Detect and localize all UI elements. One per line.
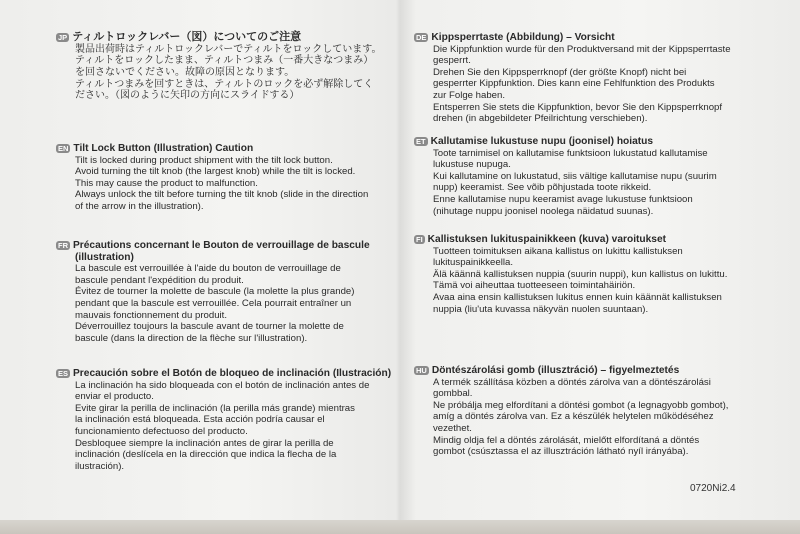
section-jp xyxy=(56,32,382,102)
text-line: gombbal. xyxy=(433,388,473,400)
text-line: Enne kallutamise nupu keeramist avage lukustuse funktsioon xyxy=(433,193,693,205)
lang-badge: FI xyxy=(416,235,423,244)
text-line: lukituspainikkeella. xyxy=(433,257,513,269)
text-line: Déverrouillez toujours la bascule avant de tourner la molette de xyxy=(75,321,344,333)
text-line: ティルトをロックしたまま、ティルトつまみ（一番大きなつまみ） xyxy=(75,55,374,67)
text-line: Tilt is locked during product shipment with the tilt lock button. xyxy=(75,154,333,166)
text-line: Always unlock the tilt before turning the tilt knob (slide in the direction xyxy=(75,189,369,201)
text-line: lukustuse nupuga. xyxy=(433,159,511,171)
text-line: This may cause the product to malfunction. xyxy=(75,177,258,189)
text-line: mauvais fonctionnement du produit. xyxy=(75,309,227,321)
text-line: bascule pendant l'expédition du produit. xyxy=(75,274,244,286)
text-line: Drehen Sie den Kippsperrknopf (der größte Knopf) nicht bei xyxy=(433,66,687,78)
section-title: Précautions concernant le Bouton de verrouillage de bascule xyxy=(73,240,370,251)
lang-badge: JP xyxy=(58,33,68,42)
text-line: (nihutage nuppu joonisel noolega näidatud suunas). xyxy=(433,205,654,217)
text-line: funcionamiento defectuoso del producto. xyxy=(75,425,248,437)
lang-badge: ES xyxy=(58,369,69,378)
text-line: Avoid turning the tilt knob (the largest knob) while the tilt is locked. xyxy=(75,166,356,178)
text-line: drehen (in abgebildeter Pfeilrichtung verschieben). xyxy=(433,113,648,125)
text-line: Mindig oldja fel a döntés zárolását, mielőtt elfordítaná a döntés xyxy=(433,434,700,446)
section-title: Kippsperrtaste (Abbildung) – Vorsicht xyxy=(431,32,615,43)
text-line: Tämä voi aiheuttaa tuotteeseen toimintahäiriön. xyxy=(433,280,636,292)
section-fi xyxy=(414,234,727,315)
text-line: Tuotteen toimituksen aikana kallistus on lukittu kallistuksen xyxy=(433,245,683,257)
document-code: 0720Ni2.4 xyxy=(690,483,736,494)
lang-badge: DE xyxy=(416,33,427,42)
text-line: Evite girar la perilla de inclinación (la perilla más grande) mientras xyxy=(75,402,355,414)
section-et xyxy=(414,136,717,217)
section-title: Kallutamise lukustuse nupu (joonisel) hoiatus xyxy=(430,136,654,147)
text-line: ilustración). xyxy=(75,460,125,472)
text-line: gesperrter Kippfunktion. Dies kann eine Fehlfunktion des Produkts xyxy=(433,78,715,90)
text-line: Älä käännä kallistuksen nuppia (suurin nuppi), kun kallistus on lukittu. xyxy=(433,268,728,280)
text-line: amíg a döntés zárolva van. Ez a készülék helytelen működéséhez xyxy=(433,411,714,423)
text-line: Kui kallutamine on lukustatud, siis vältige kallutamise nupu (suurim xyxy=(433,170,717,182)
text-line: la inclinación está bloqueada. Esta acción podría causar el xyxy=(75,414,325,426)
section-title: ティルトロックレバー（図）についてのご注意 xyxy=(72,31,302,43)
text-line: zur Folge haben. xyxy=(433,89,505,101)
section-title: Tilt Lock Button (Illustration) Caution xyxy=(73,143,254,154)
section-title: Precaución sobre el Botón de bloqueo de inclinación (Ilustración) xyxy=(73,368,392,379)
section-de xyxy=(414,32,731,125)
text-line: A termék szállítása közben a döntés zárolva van a döntészárolási xyxy=(433,376,711,388)
table-surface xyxy=(0,520,800,534)
text-line: Toote tarnimisel on kallutamise funktsioon lukustatud kallutamise xyxy=(433,147,708,159)
section-en xyxy=(56,143,368,213)
text-line: ティルトつまみを回すときは、ティルトのロックを必ず解除してく xyxy=(75,78,374,90)
lang-badge: FR xyxy=(58,241,68,250)
text-line: Ne próbálja meg elfordítani a döntési gombot (a legnagyobb gombot), xyxy=(433,399,729,411)
text-line: inclinación (deslícela en la dirección que indica la flecha de la xyxy=(75,449,337,461)
text-line: enviar el producto. xyxy=(75,391,154,403)
text-line: pendant que la bascule est verrouillée. Cela pourrait entraîner un xyxy=(75,297,352,309)
text-line: Die Kippfunktion wurde für den Produktversand mit der Kippsperrtaste xyxy=(433,43,731,55)
text-line: nuppia (liu'uta kuvassa näkyvän nuolen suuntaan). xyxy=(433,303,649,315)
text-line: bascule (dans la direction de la flèche sur l'illustration). xyxy=(75,332,308,344)
lang-badge: HU xyxy=(416,366,427,375)
text-line: La inclinación ha sido bloqueada con el botón de inclinación antes de xyxy=(75,379,370,391)
text-line: Entsperren Sie stets die Kippfunktion, bevor Sie den Kippsperrknopf xyxy=(433,101,723,113)
text-line: を回さないでください。故障の原因となります。 xyxy=(75,67,295,78)
text-line: gombot (csúsztassa el az illusztráción látható nyíl irányába). xyxy=(433,446,689,458)
section-title-cont: (illustration) xyxy=(75,251,134,263)
lang-badge: ET xyxy=(416,137,426,146)
text-line: 製品出荷時はティルトロックレバーでティルトをロックしています。 xyxy=(75,43,382,55)
section-hu xyxy=(414,365,728,458)
section-title: Döntészárolási gomb (illusztráció) – figyelmeztetés xyxy=(431,365,680,376)
section-fr xyxy=(56,240,370,344)
text-line: gesperrt. xyxy=(433,55,471,67)
text-line: La bascule est verrouillée à l'aide du bouton de verrouillage de xyxy=(75,263,341,275)
lang-badge: EN xyxy=(58,144,69,153)
text-line: nupp) keeramist. See võib põhjustada toote rikkeid. xyxy=(433,182,652,194)
text-line: Desbloquee siempre la inclinación antes de girar la perilla de xyxy=(75,437,334,449)
section-title: Kallistuksen lukituspainikkeen (kuva) varoitukset xyxy=(427,234,667,245)
text-line: ださい。（図のように矢印の方向にスライドする） xyxy=(75,90,300,102)
text-line: Avaa aina ensin kallistuksen lukitus ennen kuin käännät kallistuksen xyxy=(433,291,722,303)
text-line: vezethet. xyxy=(433,422,472,434)
text-line: Évitez de tourner la molette de bascule (la molette la plus grande) xyxy=(75,286,355,298)
section-es xyxy=(56,368,391,472)
text-line: of the arrow in the illustration). xyxy=(75,200,204,212)
